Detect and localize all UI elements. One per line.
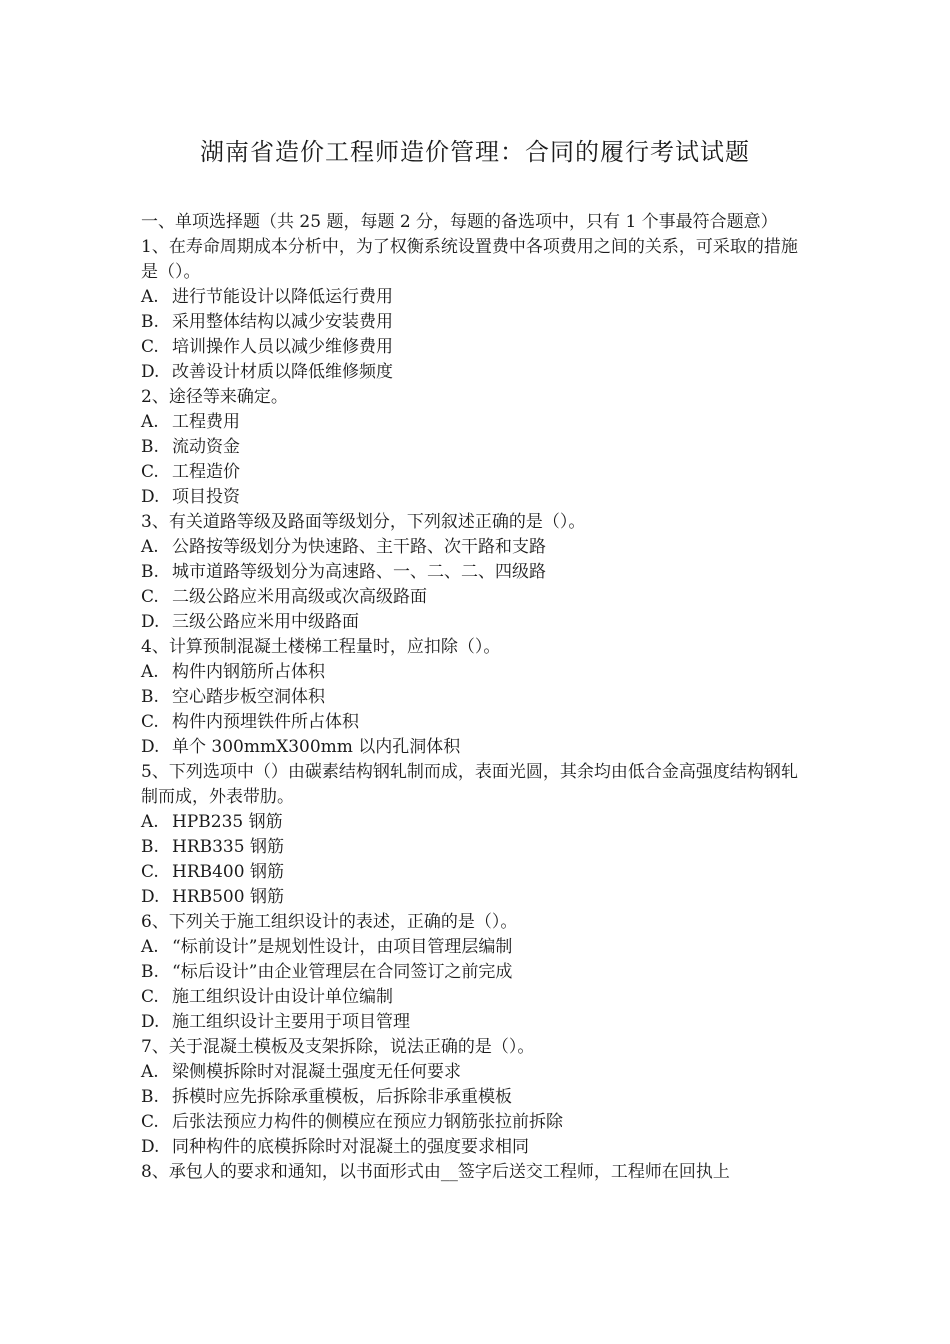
option-text: HRB400 钢筋 [172,862,284,882]
option-text: HRB500 钢筋 [172,887,284,907]
option-text: 培训操作人员以减少维修费用 [172,337,393,357]
option-text: HPB235 钢筋 [172,812,283,832]
answer-option [141,310,811,335]
option-letter: D. [141,1137,160,1157]
option-letter: C. [141,462,159,482]
option-text: 构件内预埋铁件所占体积 [172,712,359,732]
answer-option [141,985,811,1010]
option-text: 进行节能设计以降低运行费用 [172,287,393,307]
answer-option [141,810,811,835]
option-letter: C. [141,1112,159,1132]
option-text: 工程费用 [172,412,240,432]
option-text: 项目投资 [172,487,240,507]
answer-option [141,1110,811,1135]
answer-option [141,1135,811,1160]
option-letter: D. [141,737,160,757]
option-letter: C. [141,337,159,357]
option-letter: D. [141,362,160,382]
answer-option [141,710,811,735]
section-header: 一、单项选择题（共 25 题，每题 2 分，每题的备选项中，只有 1 个事最符合题意） [141,212,778,232]
option-text: 单个 300mmX300mm 以内孔洞体积 [172,737,461,757]
answer-option [141,885,811,910]
option-text: “标后设计”由企业管理层在合同签订之前完成 [172,962,513,982]
option-text: 梁侧模拆除时对混凝土强度无任何要求 [172,1062,461,1082]
question-stem: 5、下列选项中（）由碳素结构钢轧制而成，表面光圆，其余均由低合金高强度结构钢轧制而成，外表带肋。 [141,762,798,807]
option-text: 公路按等级划分为快速路、主干路、次干路和支路 [172,537,546,557]
option-text: 城市道路等级划分为高速路、一、二、二、四级路 [172,562,546,582]
option-text: “标前设计”是规划性设计，由项目管理层编制 [172,937,513,957]
question-stem: 1、在寿命周期成本分析中，为了权衡系统设置费中各项费用之间的关系，可采取的措施是（）。 [141,237,798,282]
question-stem: 7、关于混凝土模板及支架拆除，说法正确的是（）。 [141,1037,535,1057]
answer-option [141,960,811,985]
answer-option [141,735,811,760]
answer-option [141,660,811,685]
option-text: 施工组织设计主要用于项目管理 [172,1012,410,1032]
option-text: 改善设计材质以降低维修频度 [172,362,393,382]
answer-option [141,935,811,960]
option-letter: B. [141,687,159,707]
option-text: 拆模时应先拆除承重模板，后拆除非承重模板 [172,1087,512,1107]
answer-option [141,1060,811,1085]
option-letter: B. [141,312,159,332]
option-text: 二级公路应米用高级或次高级路面 [172,587,427,607]
option-text: HRB335 钢筋 [172,837,284,857]
answer-option [141,1085,811,1110]
answer-option [141,535,811,560]
option-text: 施工组织设计由设计单位编制 [172,987,393,1007]
answer-option [141,485,811,510]
option-letter: C. [141,587,159,607]
answer-option [141,860,811,885]
answer-option [141,410,811,435]
option-letter: A. [141,412,159,432]
question-stem: 3、有关道路等级及路面等级划分，下列叙述正确的是（）。 [141,512,586,532]
option-letter: B. [141,562,159,582]
question-stem: 4、计算预制混凝土楼梯工程量时，应扣除（）。 [141,637,501,657]
answer-option [141,1010,811,1035]
option-letter: A. [141,937,159,957]
option-letter: A. [141,287,159,307]
answer-option [141,460,811,485]
option-text: 流动资金 [172,437,240,457]
answer-option [141,335,811,360]
option-text: 同种构件的底模拆除时对混凝土的强度要求相同 [172,1137,529,1157]
option-letter: C. [141,712,159,732]
answer-option [141,610,811,635]
option-text: 构件内钢筋所占体积 [172,662,325,682]
option-text: 空心踏步板空洞体积 [172,687,325,707]
option-text: 工程造价 [172,462,240,482]
option-letter: B. [141,837,159,857]
option-letter: D. [141,487,160,507]
option-letter: B. [141,1087,159,1107]
option-letter: D. [141,612,160,632]
option-text: 三级公路应米用中级路面 [172,612,359,632]
option-letter: A. [141,662,159,682]
question-list [141,235,811,1185]
answer-option [141,685,811,710]
option-text: 采用整体结构以减少安装费用 [172,312,393,332]
answer-option [141,560,811,585]
option-letter: C. [141,987,159,1007]
question-stem: 2、途径等来确定。 [141,387,288,407]
option-letter: D. [141,1012,160,1032]
option-letter: A. [141,812,159,832]
option-letter: B. [141,962,159,982]
answer-option [141,360,811,385]
question-stem: 6、下列关于施工组织设计的表述，正确的是（）。 [141,912,518,932]
question-stem: 8、承包人的要求和通知，以书面形式由__签字后送交工程师，工程师在回执上 [141,1162,730,1182]
option-letter: B. [141,437,159,457]
document-body [141,210,811,1185]
answer-option [141,585,811,610]
option-letter: A. [141,1062,159,1082]
page-title: 湖南省造价工程师造价管理：合同的履行考试试题 [200,138,750,166]
option-letter: A. [141,537,159,557]
option-text: 后张法预应力构件的侧模应在预应力钢筋张拉前拆除 [172,1112,563,1132]
answer-option [141,435,811,460]
answer-option [141,835,811,860]
option-letter: C. [141,862,159,882]
answer-option [141,285,811,310]
option-letter: D. [141,887,160,907]
